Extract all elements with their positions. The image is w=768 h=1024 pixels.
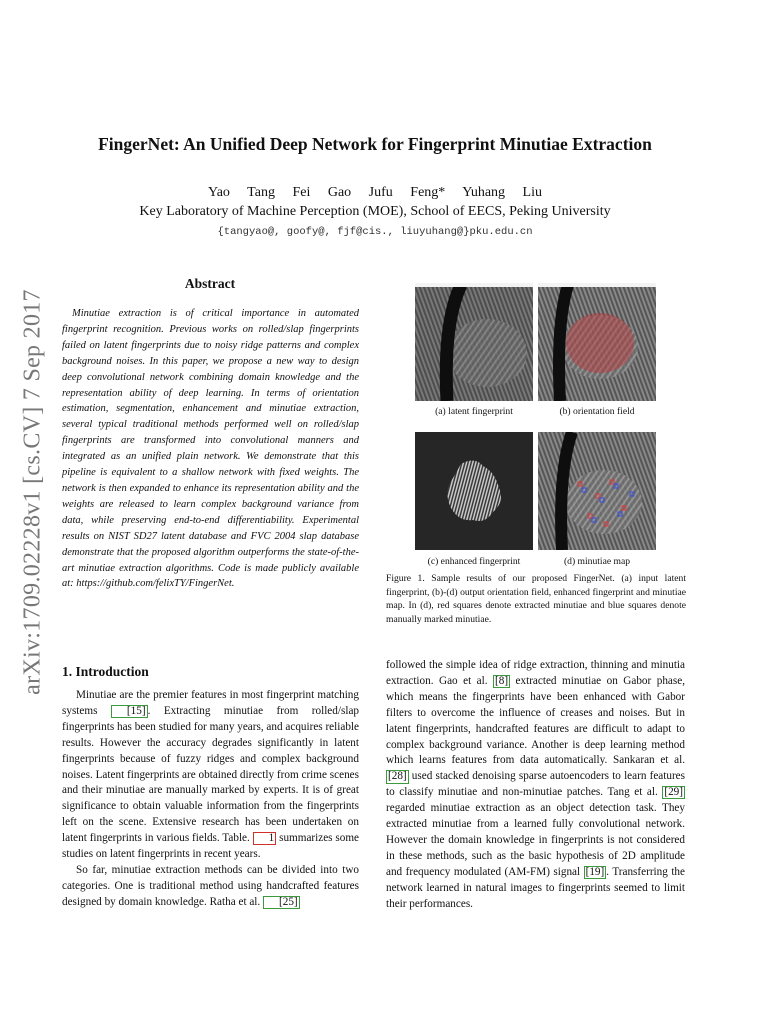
author-name: Jufu Feng* <box>368 185 446 200</box>
citation-link[interactable]: [15] <box>111 705 148 718</box>
introduction-right-column <box>386 658 685 913</box>
citation-link[interactable]: [29] <box>664 786 683 799</box>
author-list <box>60 185 690 201</box>
paragraph: Minutiae are the premier features in most fingerprint matching systems [15] . Extracting minutiae from rolled/slap fingerprints has been studied for many years, and acquires reliable results. However the accuracy degrades significantly in latent fingerprints because of fuzzy ridges and complex background noises. Latent fingerprints are obtained directly from crime scenes and their minutiae are manually marked by experts. It is of great significance to obtain valuable information from the fingerprints left on the scene. Extensive research has been undertaken on latent fingerprints in various fields. Table. 1 summarizes some studies on latent fingerprints in recent years. <box>62 689 359 861</box>
subcaption-d: (d) minutiae map <box>563 556 631 567</box>
paragraph: followed the simple idea of ridge extraction, thinning and minutia extraction. Gao et al. [8] extracted minutiae on Gabor phase, which means the fingerprints have been enhanced with Gabor filters to overcome the influence of creases and noises. But in latent fingerprints, handcrafted features are difficult to adapt to complex background variance. Another is deep learning method which learns features from data automatically. Sankaran et al. [28] used stacked denoising sparse autoencoders to learn features to classify minutiae and non-minutiae patches. Tang et al. [29] regarded minutiae extraction as an object detection task. They extracted minutiae from a learned fully convolutional network. However the domain knowledge in fingerprints is not considered in these methods, such as the basic hypothesis of 2D amplitude and frequency modulated (AM-FM) signal [19] . Transferring the network learned in natural images to fingerprints seemed to limit their performances. <box>386 659 685 910</box>
author-name: Yao Tang <box>207 185 275 200</box>
author-emails: {tangyao@, goofy@, fjf@cis., liuyuhang@}pku.edu.cn <box>217 226 533 238</box>
citation-link[interactable]: [8] <box>495 674 509 687</box>
subcaption-a: (a) latent fingerprint <box>435 406 513 417</box>
paragraph: So far, minutiae extraction methods can be divided into two categories. One is traditional method using handcrafted features designed by domain knowledge. Ratha et al. [25] <box>62 863 359 908</box>
figure-panel-latent-fingerprint <box>415 283 533 401</box>
arxiv-side-identifier: arXiv:1709.02228v1 [cs.CV] 7 Sep 2017 <box>19 289 46 695</box>
figure-panel-orientation-field <box>538 283 656 401</box>
subcaption-b: (b) orientation field <box>559 406 635 417</box>
citation-link[interactable]: [28] <box>388 770 407 783</box>
introduction-left-column <box>62 688 359 911</box>
figure-panel-enhanced-fingerprint <box>415 432 533 550</box>
author-name: Yuhang Liu <box>462 185 542 200</box>
author-name: Fei Gao <box>292 185 352 200</box>
citation-link[interactable]: [19] <box>585 865 605 878</box>
subcaption-c: (c) enhanced fingerprint <box>427 556 521 567</box>
table-reference-link[interactable]: 1 <box>253 832 277 845</box>
citation-link[interactable]: [25] <box>263 896 300 909</box>
abstract-heading: Abstract <box>184 276 236 291</box>
figure-caption: Figure 1. Sample results of our proposed FingerNet. (a) input latent fingerprint, (b)-(d) output orientation field, enhanced fingerprint and minutiae map. In (d), red squares denote extracted minutiae and blue squares denote manually marked minutiae. <box>386 573 686 625</box>
affiliation: Key Laboratory of Machine Perception (MOE), School of EECS, Peking University <box>139 204 611 219</box>
section-heading-introduction: 1. Introduction <box>62 664 149 679</box>
paper-title: FingerNet: An Unified Deep Network for Fingerprint Minutiae Extraction <box>98 134 652 154</box>
figure-panel-minutiae-map <box>538 432 656 550</box>
abstract-body: Minutiae extraction is of critical importance in automated fingerprint recognition. Previous works on rolled/slap fingerprints failed on latent fingerprints due to noisy ridge patterns and complex background noises. In this paper, we propose a new way to design deep convolutional network combining domain knowledge and the representation ability of deep learning. In terms of orientation estimation, segmentation, enhancement and minutiae extraction, several typical traditional methods performed well on rolled/slap fingerprints are transformed into convolutional manners and integrated as an unified plain network. We demonstrate that this pipeline is equivalent to a shallow network with fixed weights. The network is then expanded to enhance its representation ability and the weights are released to learn complex background variance from data, while preserving end-to-end differentiability. Experimental results on NIST SD27 latent database and FVC 2004 slap database demonstrate that the proposed algorithm outperforms the state-of-the-art minutiae extraction algorithms. Code is made publicly available at: https://github.com/felixTY/FingerNet. <box>62 308 359 590</box>
